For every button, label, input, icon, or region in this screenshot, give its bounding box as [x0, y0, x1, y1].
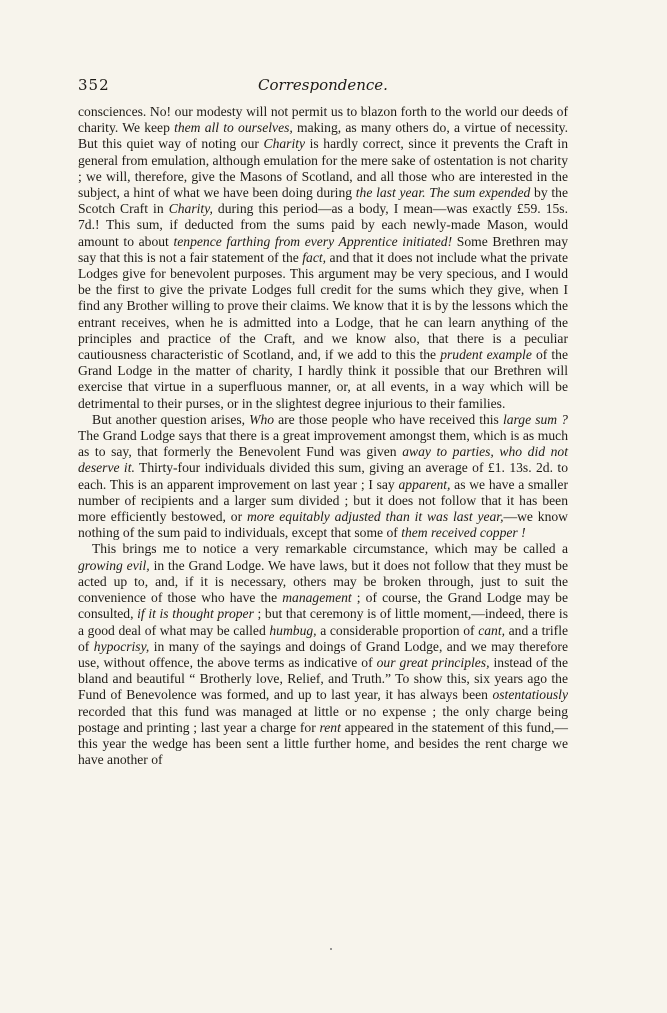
page-number: 352: [78, 76, 110, 94]
text-run: recorded that this fund was managed at little or no expense ; the only charge being postage and printing ; last year a charge for: [78, 703, 568, 735]
text-run: consciences. No! our modesty will not permit us to blazon forth to the world our deeds of charity. We keep: [78, 104, 568, 136]
text-run: is hardly correct, since it prevents the Craft in general from emulation, although emulation for the mere sake of ostentation is not charity ; we will, therefore, give the Masons of Scotland, and all those who are interested in the subject, a hint of what we have been doing during: [78, 136, 569, 201]
text-run: making, as many others do, a virtue of necessity. But this quiet way of noting our: [78, 120, 568, 152]
italic-run: hypocrisy,: [93, 638, 150, 654]
text-run: Thirty-four individuals divided this sum, giving an average of £1. 13s. 2d. to each. This is an apparent improvement on last year ; I say: [78, 460, 568, 492]
text-run: by the Scotch Craft in: [78, 185, 568, 217]
text-run: are those people who have received this: [274, 411, 503, 427]
italic-run: our great principles,: [376, 654, 490, 670]
paragraph: [78, 412, 568, 542]
italic-run: Who: [249, 411, 275, 427]
text-run: during this period—as a body, I mean—was exactly £59. 15s. 7d.! This sum, if deducted from the sums paid by each newly-made Mason, would amount to about: [78, 201, 568, 249]
italic-run: tenpence farthing from every Apprentice initiated!: [173, 233, 453, 249]
italic-run: rent: [319, 719, 341, 735]
text-run: a considerable proportion of: [316, 622, 479, 638]
text-run: This brings me to notice a very remarkable circumstance, which may be called a: [92, 541, 568, 557]
paragraph: [78, 104, 568, 412]
paragraph: [78, 541, 568, 768]
italic-run: apparent,: [398, 476, 451, 492]
italic-run: the last year. The sum expended: [355, 185, 531, 201]
text-run: in the Grand Lodge. We have laws, but it does not follow that they must be acted up to, and, if it is necessary, others may be broken through, just to suit the convenience of those who have the: [78, 557, 569, 606]
text-run: Some Brethren may say that this is not a fair statement of the: [78, 233, 568, 265]
text-run: The Grand Lodge says that there is a great improvement amongst them, which is as much as to say, that formerly the Benevolent Fund was given: [78, 428, 568, 460]
text-run: appeared in the statement of this fund,—this year the wedge has been sent a little further home, and besides the rent charge we have another of: [78, 719, 568, 768]
italic-run: them received copper !: [401, 525, 526, 541]
text-run: of the Grand Lodge in the matter of charity, I hardly think it possible that our Brethren will exercise that virtue in a superfluous manner, or, at all events, in a way which will be detrimental to their purses, or in the slightest degree injurious to their families.: [78, 347, 569, 411]
running-head: [78, 76, 568, 98]
italic-run: humbug,: [269, 622, 317, 638]
text-run: instead of the bland and beautiful “ Brotherly love, Relief, and Truth.” To show this, six years ago the Fund of Benevolence was formed, and up to last year, it has always been: [78, 654, 568, 703]
italic-run: them all to ourselves,: [174, 120, 293, 136]
italic-run: ostentatiously: [492, 687, 568, 703]
text-run: ; of course, the Grand Lodge may be consulted,: [78, 590, 568, 622]
italic-run: more equitably adjusted than it was last year,: [246, 509, 504, 525]
italic-run: Charity: [263, 136, 306, 152]
text-run: But another question arises,: [92, 411, 250, 427]
text-run: and a trifle of: [78, 622, 568, 654]
centre-dot: [330, 948, 332, 950]
body-text: [78, 104, 568, 768]
page: [78, 76, 568, 768]
text-run: in many of the sayings and doings of Grand Lodge, and we may therefore use, without offence, the above terms as indicative of: [78, 638, 568, 670]
text-run: and that it does not include what the private Lodges give for benevolent purposes. This argument may be very specious, and I would be the first to give the private Lodges full credit for the sums which they give, when I find any Brother willing to prove their claims. We know that it is by the lessons which the entrant receives, when he is admitted into a Lodge, that he can learn anything of the principles and practice of the Craft, and we know also, that there is a peculiar cautiousness characteristic of Scotland, and, if we add to this the: [78, 249, 568, 363]
italic-run: prudent example: [440, 347, 532, 363]
italic-run: growing evil,: [78, 557, 150, 573]
text-run: as we have a smaller number of recipients and a larger sum divided ; but it does not follow that it has been more efficiently bestowed, or: [78, 476, 568, 525]
running-title: Correspondence.: [258, 76, 388, 94]
text-run: —we know nothing of the sum paid to individuals, except that some of: [78, 509, 568, 541]
italic-run: fact,: [302, 249, 327, 265]
italic-run: cant,: [478, 622, 506, 638]
italic-run: if it is thought proper: [137, 606, 254, 622]
italic-run: large sum ?: [502, 411, 568, 427]
italic-run: away to parties, who did not deserve it.: [78, 444, 568, 476]
italic-run: Charity,: [168, 201, 213, 217]
text-run: ; but that ceremony is of little moment,—indeed, there is a good deal of what may be called: [78, 606, 569, 638]
italic-run: management: [282, 590, 352, 606]
